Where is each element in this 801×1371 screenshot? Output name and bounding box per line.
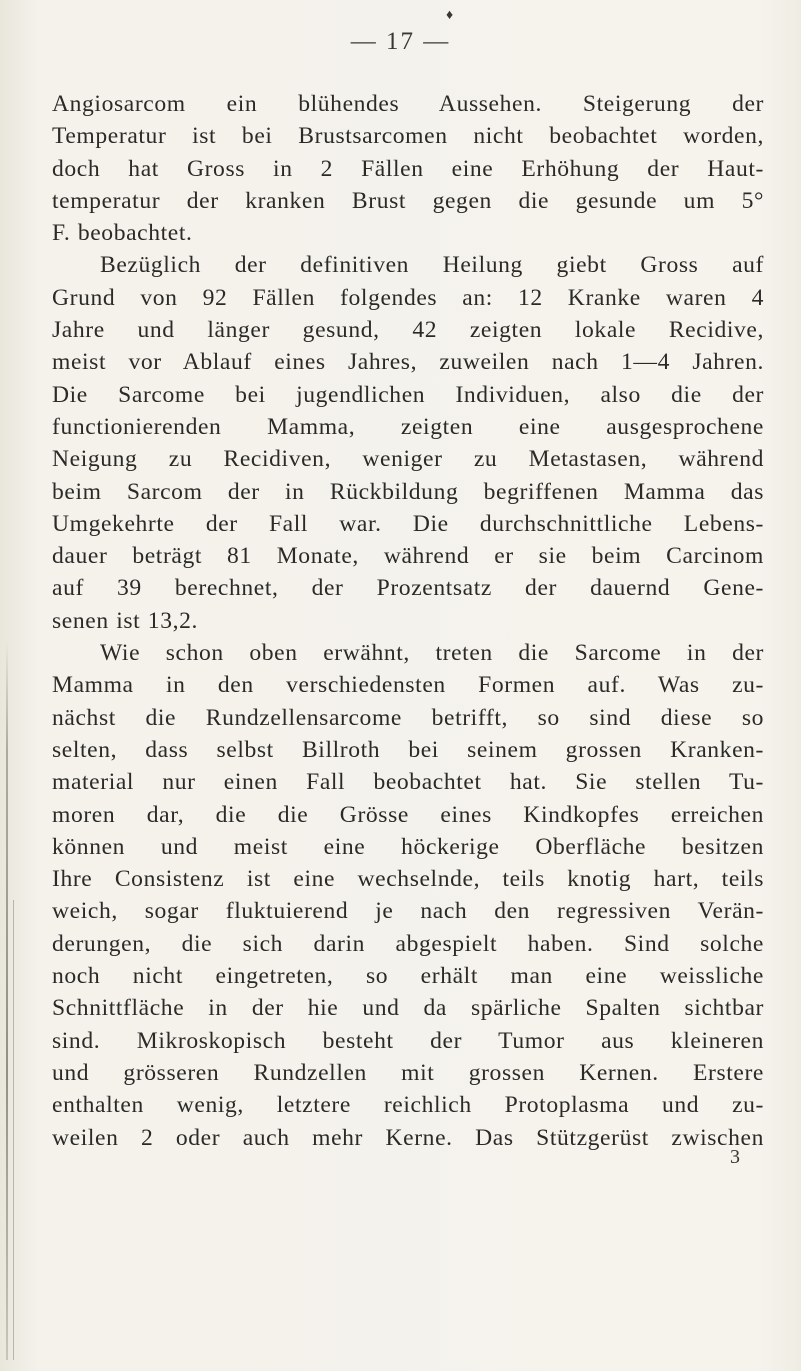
page-edge-shadow-inner bbox=[13, 900, 14, 1360]
text-line: Schnittfläche in der hie und da spärliche Spalten sichtbar bbox=[52, 995, 764, 1022]
body-text bbox=[52, 88, 764, 1154]
text-line: Temperatur ist bei Brustsarcomen nicht beobachtet worden, bbox=[52, 123, 764, 150]
text-line: Grund von 92 Fällen folgendes an: 12 Kranke waren 4 bbox=[52, 284, 764, 311]
printer-mark: ♦ bbox=[446, 8, 454, 23]
text-line: derungen, die sich darin abgespielt haben. Sind solche bbox=[52, 930, 764, 957]
text-line: Jahre und länger gesund, 42 zeigten lokale Recidive, bbox=[52, 317, 764, 344]
text-line: nächst die Rundzellensarcome betrifft, so sind diese so bbox=[52, 704, 764, 731]
text-line: temperatur der kranken Brust gegen die gesunde um 5° bbox=[52, 187, 764, 214]
text-line: material nur einen Fall beobachtet hat. Sie stellen Tu- bbox=[52, 769, 764, 796]
text-line: beim Sarcom der in Rückbildung begriffenen Mamma das bbox=[52, 478, 764, 505]
text-line: Die Sarcome bei jugendlichen Individuen, also die der bbox=[52, 381, 764, 408]
text-line: selten, dass selbst Billroth bei seinem grossen Kranken- bbox=[52, 736, 764, 763]
text-line: Angiosarcom ein blühendes Aussehen. Steigerung der bbox=[52, 91, 764, 117]
text-line: senen ist 13,2. bbox=[52, 607, 198, 634]
text-line: sind. Mikroskopisch besteht der Tumor aus kleineren bbox=[52, 1027, 764, 1054]
text-line: Umgekehrte der Fall war. Die durchschnittliche Lebens- bbox=[52, 510, 764, 537]
text-line: weilen 2 oder auch mehr Kerne. Das Stützgerüst zwischen bbox=[52, 1124, 764, 1151]
text-line: auf 39 berechnet, der Prozentsatz der dauernd Gene- bbox=[52, 575, 764, 602]
text-line: doch hat Gross in 2 Fällen eine Erhöhung der Haut- bbox=[52, 155, 764, 182]
text-line: enthalten wenig, letztere reichlich Protoplasma und zu- bbox=[52, 1092, 764, 1119]
text-line: Mamma in den verschiedensten Formen auf. Was zu- bbox=[52, 672, 764, 699]
text-line: functionierenden Mamma, zeigten eine ausgesprochene bbox=[52, 413, 764, 440]
page-edge-shadow bbox=[6, 640, 8, 1360]
text-line: Ihre Consistenz ist eine wechselnde, teils knotig hart, teils bbox=[52, 866, 764, 893]
text-line: meist vor Ablauf eines Jahres, zuweilen nach 1—4 Jahren. bbox=[52, 349, 764, 376]
text-line: dauer beträgt 81 Monate, während er sie beim Carcinom bbox=[52, 543, 764, 570]
text-line: Neigung zu Recidiven, weniger zu Metastasen, während bbox=[52, 446, 764, 473]
text-line: F. beobachtet. bbox=[52, 220, 193, 247]
text-line: können und meist eine höckerige Oberfläche besitzen bbox=[52, 833, 764, 860]
text-line: und grösseren Rundzellen mit grossen Kernen. Erstere bbox=[52, 1059, 764, 1086]
text-line: Wie schon oben erwähnt, treten die Sarcome in der bbox=[100, 640, 764, 667]
text-line: Bezüglich der definitiven Heilung giebt Gross auf bbox=[100, 252, 764, 279]
text-line: moren dar, die die Grösse eines Kindkopfes erreichen bbox=[52, 801, 764, 828]
text-line: weich, sogar fluktuierend je nach den regressiven Verän- bbox=[52, 898, 764, 925]
page-number: — 17 — bbox=[350, 28, 451, 55]
text-line: noch nicht eingetreten, so erhält man eine weissliche bbox=[52, 963, 764, 990]
signature-mark: 3 bbox=[730, 1146, 740, 1168]
